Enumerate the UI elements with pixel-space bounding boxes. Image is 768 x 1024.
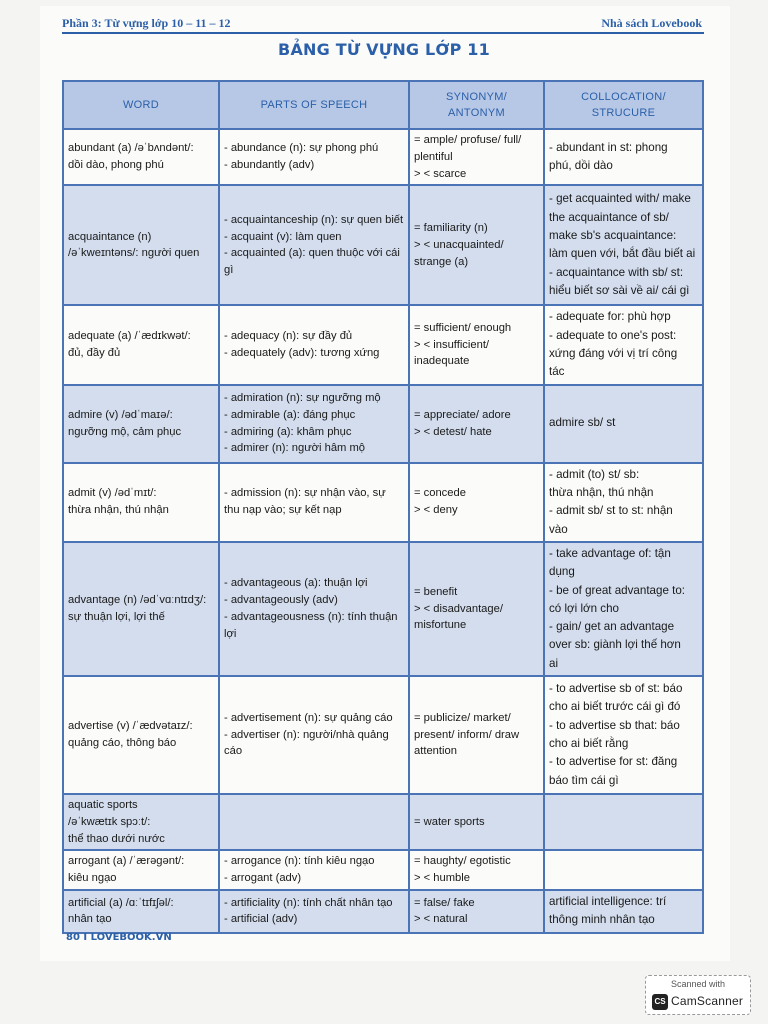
cell-line: - arrogant (adv) [224,872,302,885]
cell-line: tác [549,365,565,379]
cell-line: = haughty/ egotistic [414,855,511,868]
page-title: BẢNG TỪ VỰNG LỚP 11 [278,40,490,59]
parts-of-speech-cell [219,305,409,384]
cell-line: - advantageous (a): thuận lợi [224,577,368,590]
word-cell [63,305,219,384]
cell-line: - acquaint (v): làm quen [224,230,342,243]
cell-line: present/ inform/ draw [414,728,520,741]
cell-line: - admirer (n): người hâm mộ [224,442,366,455]
table-row [63,850,703,890]
cell-line: ai [549,656,559,670]
table-row [63,794,703,850]
synonym-antonym-cell [409,463,544,542]
cell-line: strange (a) [414,255,469,268]
table-row [63,463,703,542]
column-header-collocation-structure: COLLOCATION/ STRUCURE [544,81,703,129]
cell-line: kiêu ngạo [68,872,117,885]
cell-line: cho ai biết rằng [549,737,629,751]
cell-line: abundant (a) /əˈbʌndənt/: [68,142,194,155]
cell-line: - to advertise for st: đăng [549,755,678,769]
cell-line: - abundant in st: phong [549,140,668,154]
cell-line: - artificial (adv) [224,913,298,926]
collocation-cell [544,463,703,542]
collocation-cell [544,794,703,850]
cell-line: = publicize/ market/ [414,711,511,724]
synonym-antonym-cell [409,850,544,890]
cell-line: - admiring (a): khâm phục [224,425,352,438]
cell-line: = appreciate/ adore [414,408,511,421]
page-footer [66,932,172,943]
parts-of-speech-cell [219,676,409,794]
cell-line: artificial (a) /ɑːˈtɪfɪʃəl/: [68,896,174,909]
cell-line: lợi [224,627,237,640]
cell-line: misfortune [414,619,467,632]
cell-line: nhân tạo [68,913,112,926]
cell-line: - acquaintanceship (n): sự quen biết [224,213,404,226]
cell-line: admire sb/ st [549,416,616,430]
cell-line: = benefit [414,585,458,598]
parts-of-speech-cell [219,463,409,542]
cell-line: > < natural [414,913,468,926]
cell-line: cáo [224,745,243,758]
cell-line: thể thao dưới nước [68,832,165,845]
cell-line: - adequate to one's post: [549,328,677,342]
synonym-antonym-cell [409,185,544,305]
collocation-cell [544,129,703,185]
cell-line: - acquaintance with sb/ st: [549,265,684,279]
cell-line: xứng đáng với vị trí công [549,347,678,361]
cell-line: - to advertise sb of st: báo [549,682,683,696]
cell-line: > < unacquainted/ [414,238,504,251]
synonym-antonym-cell [409,129,544,185]
cell-line: thông minh nhân tạo [549,913,655,927]
cell-line: gì [224,264,234,277]
word-cell [63,794,219,850]
collocation-cell [544,542,703,676]
cell-line: - to advertise sb that: báo [549,718,680,732]
cell-line: đủ, đầy đủ [68,347,121,360]
collocation-cell [544,185,703,305]
cell-line: - adequately (adv): tương xứng [224,347,380,360]
cell-line: - advertisement (n): sự quảng cáo [224,711,393,724]
cell-line: - advantageousness (n): tính thuận [224,610,398,623]
cell-line: hiểu biết sơ sài về ai/ cái gì [549,284,690,298]
footer-site: I LOVEBOOK.VN [83,932,172,943]
cell-line: > < disadvantage/ [414,602,503,615]
publisher-name: Nhà sách Lovebook [601,16,702,30]
collocation-cell [544,305,703,384]
cell-line: quảng cáo, thông báo [68,737,177,750]
parts-of-speech-cell [219,185,409,305]
word-cell [63,129,219,185]
cell-line: báo tìm cái gì [549,773,619,787]
synonym-antonym-cell [409,305,544,384]
cell-line: advertise (v) /ˈædvətaɪz/: [68,720,193,733]
table-row [63,676,703,794]
cell-line: ngưỡng mộ, cảm phục [68,425,182,438]
parts-of-speech-cell [219,129,409,185]
cell-line: - abundantly (adv) [224,159,315,172]
cell-line: /əˈkweɪntəns/: người quen [68,247,200,260]
collocation-cell [544,890,703,933]
word-cell [63,850,219,890]
cell-line: - adequate for: phù hợp [549,310,671,324]
cell-line: aquatic sports [68,799,138,812]
scanner-caption: Scanned with [670,979,726,989]
cell-line: - admirable (a): đáng phục [224,408,356,421]
parts-of-speech-cell [219,850,409,890]
synonym-antonym-cell [409,385,544,463]
section-title: Phần 3: Từ vựng lớp 10 – 11 – 12 [62,16,231,30]
cell-line: admire (v) /ədˈmaɪə/: [68,408,173,421]
cell-line: - admit sb/ st to st: nhận [549,504,673,518]
cell-line: admit (v) /ədˈmɪt/: [68,487,157,500]
cell-line: - be of great advantage to: [549,583,686,597]
cell-line: - adequacy (n): sự đầy đủ [224,330,353,343]
table-header-row [63,81,703,129]
collocation-cell [544,676,703,794]
cell-line: - admission (n): sự nhận vào, sự [224,487,386,500]
word-cell [63,185,219,305]
cell-line: phú, dồi dào [549,159,613,173]
collocation-cell [544,850,703,890]
cell-line: = concede [414,487,466,500]
cell-line: - admiration (n): sự ngưỡng mộ [224,392,381,405]
cell-line: > < humble [414,872,470,885]
table-row [63,385,703,463]
cell-line: thu nạp vào; sự kết nạp [224,504,342,517]
column-header-parts-of-speech: PARTS OF SPEECH [219,81,409,129]
synonym-antonym-cell [409,676,544,794]
cell-line: the acquaintance of sb/ [549,210,669,224]
synonym-antonym-cell [409,794,544,850]
cell-line: make sb's acquaintance: [549,229,677,243]
column-header-word: WORD [63,81,219,129]
parts-of-speech-cell [219,542,409,676]
table-row [63,890,703,933]
word-cell [63,676,219,794]
cell-line: - gain/ get an advantage [549,620,675,634]
scanner-watermark [645,975,751,1015]
page-number: 80 [66,932,80,943]
cell-line: > < detest/ hate [414,425,492,438]
cell-line: advantage (n) /ədˈvɑːntɪdʒ/: [68,594,207,607]
cell-line: - get acquainted with/ make [549,192,691,206]
parts-of-speech-cell [219,890,409,933]
cell-line: - advantageously (adv) [224,594,338,607]
cell-line: dụng [549,565,575,579]
cell-line: inadequate [414,355,470,368]
cell-line: = sufficient/ enough [414,321,512,334]
cell-line: - acquainted (a): quen thuộc với cái [224,247,400,260]
cell-line: - take advantage of: tận [549,546,671,560]
word-cell [63,385,219,463]
cell-line: - abundance (n): sự phong phú [224,142,379,155]
column-header-synonym-antonym: SYNONYM/ ANTONYM [409,81,544,129]
cell-line: > < deny [414,504,458,517]
table-row [63,185,703,305]
cell-line: = false/ fake [414,896,475,909]
table-row [63,305,703,384]
cell-line: = familiarity (n) [414,222,488,235]
word-cell [63,890,219,933]
cell-line: - admit (to) st/ sb: [549,467,640,481]
table-row [63,129,703,185]
cell-line: > < scarce [414,167,467,180]
cell-line: sự thuận lợi, lợi thế [68,610,165,623]
table-body [63,129,703,933]
cell-line: arrogant (a) /ˈærəgənt/: [68,855,185,868]
cell-line: - arrogance (n): tính kiêu ngạo [224,855,375,868]
cell-line: có lợi lớn cho [549,601,619,615]
cell-line: = water sports [414,815,485,828]
cell-line: adequate (a) /ˈædɪkwət/: [68,330,191,343]
synonym-antonym-cell [409,542,544,676]
cell-line: artificial intelligence: trí [549,895,667,909]
cell-line: attention [414,745,457,758]
cell-line: thừa nhận, thú nhận [549,485,654,499]
cell-line: cho ai biết trước cái gì đó [549,700,681,714]
cell-line: vào [549,522,568,536]
cell-line: over sb: giành lợi thế hơn [549,638,681,652]
cell-line: làm quen với, bắt đầu biết ai [549,247,696,261]
collocation-cell [544,385,703,463]
cell-line: - advertiser (n): người/nhà quảng [224,728,389,741]
cell-line: dồi dào, phong phú [68,159,164,172]
camscanner-logo-icon: CS [652,994,668,1010]
cell-line: > < insufficient/ [414,338,490,351]
parts-of-speech-cell [219,385,409,463]
scanner-brand: CamScanner [671,994,744,1008]
synonym-antonym-cell [409,890,544,933]
vocabulary-table [62,80,704,934]
cell-line: thừa nhận, thú nhận [68,504,169,517]
word-cell [63,542,219,676]
table-row [63,542,703,676]
cell-line: - artificiality (n): tính chất nhân tạo [224,896,393,909]
cell-line: acquaintance (n) [68,230,152,243]
parts-of-speech-cell [219,794,409,850]
word-cell [63,463,219,542]
cell-line: = ample/ profuse/ full/ [414,134,522,146]
running-header [62,14,704,34]
cell-line: plentiful [414,150,453,163]
cell-line: /əˈkwætɪk spɔːt/: [68,815,151,828]
